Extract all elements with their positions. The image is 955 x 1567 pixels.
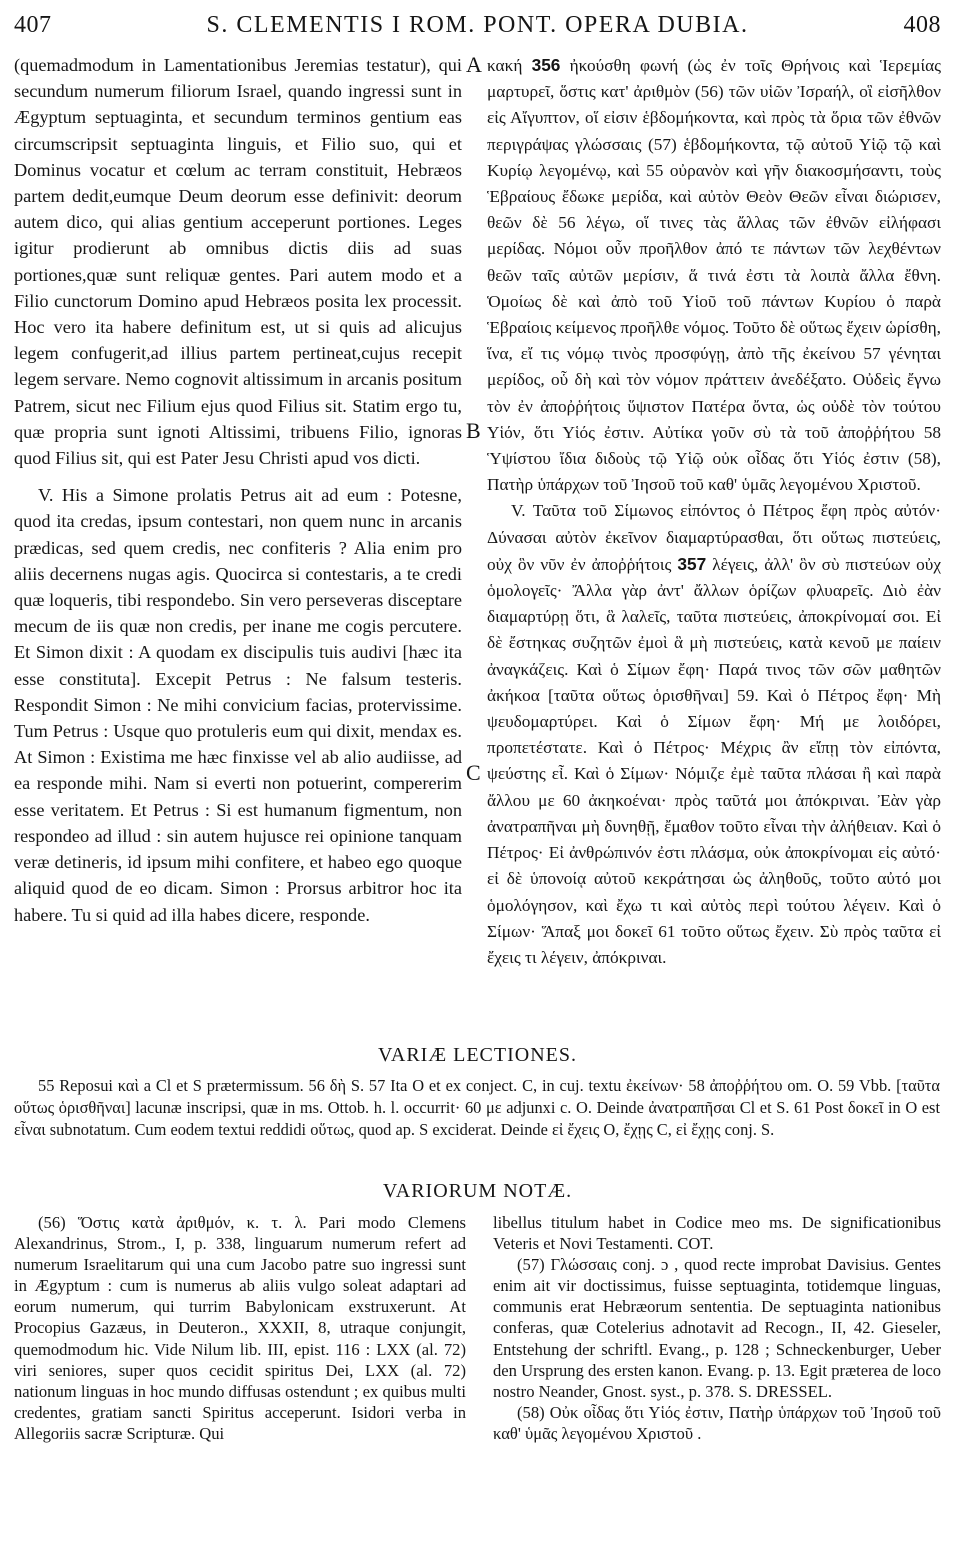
latin-paragraph-2: V. His a Simone prolatis Petrus ait ad eum : Potesne, quod ita credas, ipsum contestari, non quem nunc in arcanis prædicas, sed quem credis, nec confiteris ? Alia enim pro aliis decernens nugas agis. Quocirca si contestaris, a te credi quæ loqueris, tibi respondebo. Sin vero perseveras disceptare mecum de iis quæ non credis, per inane me cogis percutere. Et Simon dixit : A quodam ex discipulis tuis audivi [hæc ita esse constituta]. Excepit Petrus : Ne falsum testeris. Respondit Simon : Ne mihi convicium facias, protervissime. Tum Petrus : Usque quo protuleris eum qui dixit, mendax es. At Simon : Existima me hæc finxisse vel ab alio audiisse, ad ea responde mihi. Nam si everti non potuerint, compererim esse veritatem. Et Petrus : Si est humanum figmentum, non respondeo ad illud : sin autem hujusce rei opinione tanquam veræ detineris, id ipsum mihi confitere, et habeo ego quoque aliquid quod de eo dicam. Simon : Prorsus arbitror hoc ita habere. Tu si quid ad illa habes dicere, responde. xyxy=(14,485,462,925)
variae-lectiones xyxy=(14,1075,940,1187)
greek-paragraph-1 xyxy=(487,52,941,498)
greek-text: ἠκούσθη φωνή (ὡς ἐν τοῖς Θρήνοις καὶ Ἱερεμίας μαρτυρεῖ, ὅστις κατ' ἀριθμὸν (56) τῶν υἱῶν Ἰσραήλ, οἳ εἰσῆλθον εἰς Αἴγυπτον, οἵ εἰσιν ἑβδομήκοντα, καὶ πρὸς τὰ ὅρια τῶν ἐθνῶν περιγράψας γλώσσαις (57) ἑβδομήκοντα, τῷ αὐτοῦ Υἱῷ τῷ καὶ Κυρίῳ λεγομένῳ, καὶ 55 οὐρανὸν καὶ γῆν διακοσμήσαντι, τοὺς Ἑβραίους ἔδωκε μερίδα, καὶ αὐτὸν Θεὸν Θεῶν εἶναι διώρισεν, θεῶν δὲ 56 λέγω, οἵ τινες τὰς ἄλλας τῶν ἐθνῶν εἰλήφασι μερίδας. Νόμοι οὖν προῆλθον ἀπό τε πάντων τῶν λεχθέντων θεῶν ταῖς αὐτῶν μερίσιν, ἅ τινά ἐστι τὰ λοιπὰ ἄλλα ἔθνη. Ὁμοίως δὲ καὶ ἀπὸ τοῦ Υἱοῦ τοῦ πάντων Κυρίου ὁ παρὰ Ἑβραίοις κείμενος προῆλθε νόμος. Τοῦτο δὲ οὕτως ἔχειν ὡρίσθη, ἵνα, εἴ τις νόμῳ τινὸς προσφύγῃ, ἀπὸ τῆς ἐκείνου 57 γένηται μερίδος, οὗ δὴ καὶ τὸν νόμον πράττειν ἀνεδέξατο. Οὐδεὶς ἔγνω τὸν ἐν ἀποῤῥήτοις ὕψιστον Πατέρα ὄντα, ὡς οὐδὲ τὸν τούτου Υἱόν, ὅτι Υἱός ἐστιν. Αὐτίκα γοῦν σὺ τὰ τοῦ ἀποῤῥήτου 58 Ὑψίστου ἴδια διδοὺς τῷ Υἱῷ οὐκ οἶδας ὅτι Υἱός ἐστιν (58), Πατὴρ ὑπάρχων τοῦ Ἰησοῦ τοῦ καθ' ὑμᾶς λεγομένου Χριστοῦ. xyxy=(487,56,941,495)
greek-column xyxy=(487,52,941,1077)
note-57: (57) Γλώσσαις conj. ɔ , quod recte improbat Davisius. Gentes enim ait vir doctissimus, fuisse septuaginta, totidemque linguas, communis erat Hebræorum sententia. De septuaginta nationibus conferas, quæ Cotelerius adnotavit ad Recogn., II, 42. Gieseler, Entstehung der schriftl. Evang., p. 128 ; Schneckenburger, Ueber den Ursprung des ersten kanon. Evang. p. 13. Egit præterea de loco nostro Neander, Gnost. syst., p. 378. S. DRESSEL. xyxy=(493,1255,941,1401)
greek-text: V. Ταῦτα τοῦ Σίμωνος εἰπόντος ὁ Πέτρος ἔφη πρὸς αὐτόν· Δύνασαι αὐτὸν ἐκεῖνον διαμαρτύρασθαι, ὅτι οὕτως πιστεύεις, οὐχ ὃν νῦν ἐν ἀποῤῥήτοις xyxy=(487,501,941,574)
margin-letter-a: A xyxy=(466,52,482,77)
notes-left-column xyxy=(14,1212,466,1562)
running-header xyxy=(0,0,955,48)
note-56-continued: libellus titulum habet in Codice meo ms. De significationibus Veteris et Novi Testamenti. COT. xyxy=(493,1213,941,1254)
margin-letter-c: C xyxy=(466,760,481,785)
variae-heading: VARIÆ LECTIONES. xyxy=(378,1044,577,1066)
column-number-356: 356 xyxy=(531,55,561,75)
greek-text: λέγεις, ἀλλ' ὃν σὺ πιστεύων οὐχ ὁμολογεῖς· Ἄλλα γὰρ ἀντ' ἄλλων ὁρίζων φλυαρεῖς. Διὸ ἐὰν διαμαρτύρῃ ὅτι, ἃ λαλεῖς, ταῦτα πιστεύεις, ἀποκρίνομαί σοι. Εἰ δὲ ἔστηκας συζητῶν ἐμοὶ ἃ μὴ πιστεύεις, κατὰ κενοῦ με παίειν ἀναγκάζεις. Καὶ ὁ Σίμων ἔφη· Παρά τινος τῶν σῶν μαθητῶν ἀκήκοα [ταῦτα οὕτως ὁρισθῆναι] 59. Καὶ ὁ Πέτρος ἔφη· Μὴ ψευδομαρτύρει. Καὶ ὁ Σίμων ἔφη· Μή με λοιδόρει, προπετέστατε. Καὶ ὁ Πέτρος· Μέχρις ἂν εἴπῃ τὸν εἰπόντα, ψεύστης εἶ. Καὶ ὁ Σίμων· Νόμιζε ἐμὲ ταῦτα πλάσαι ἢ καὶ παρὰ ἄλλου με 60 ἀκηκοέναι· πρὸς ταῦτά μοι ἀπόκριναι. Ἐὰν γὰρ ἀνατραπῆναι μὴ δυνηθῇ, ἔμαθον τοῦτο εἶναι τὴν ἀλήθειαν. Καὶ ὁ Πέτρος· Εἰ ἀνθρώπινόν ἐστι πλάσμα, οὐκ ἀποκρίνομαι εἰς αὐτό· εἰ δὲ ὑπονοίᾳ αὐτοῦ κεκράτησαι ὡς ἀληθοῦς, τοῦτο αὐτό μοι ὁμολόγησον, καὶ ἔχω τι καὶ αὐτὸς περὶ τούτου λέγειν. Καὶ ὁ Σίμων· Ἅπαξ μοι δοκεῖ 61 τοῦτο οὕτως ἔχειν. Σὺ πρὸς ταῦτα εἰ ἔχεις τι λέγειν, ἀπόκριναι. xyxy=(487,554,941,967)
latin-paragraph-1: (quemadmodum in Lamentationibus Jeremias testatur), qui secundum numerum filiorum Israel, quando ingressi sunt in Ægyptum septuaginta, et secundum terminos gentium eas circumscripsit septuaginta linguis, et Filio suo, qui et Dominus vocatur et cœlum ac terram constituit, Hebræos partem dedit,eumque Deum deorum esse definivit: deorum autem dico, qui alias gentium acceperunt portiones. Leges igitur prodierunt ab omnibus dictis diis ad suas portiones,quæ sunt reliquæ gentes. Pari autem modo et a Filio cunctorum Domino apud Hebræos posita lex processit. Hoc vero ita habere definitum est, ut si quis ad alicujus legem confugerit,ad illius partem pertineat,cujus recepit legem servare. Nemo cognovit altissimum in arcanis positum Patrem, sicut nec Filium ejus quod Filius sit. Statim ergo tu, quæ propria sunt ignoti Altissimi, tribuens Filio, ignoras quod Filius sit, qui est Pater Jesu Christi apud vos dicti. xyxy=(14,55,462,469)
notae-heading: VARIORUM NOTÆ. xyxy=(382,1180,573,1202)
column-number-357: 357 xyxy=(677,553,707,574)
margin-letter-b: B xyxy=(466,418,481,443)
variae-text: 55 Reposui καὶ a Cl et S prætermissum. 56 δὴ S. 57 Ita O et ex conject. C, in cuj. textu ἐκείνων· 58 ἀποῤῥήτου om. O. 59 Vbb. [ταῦτα οὕτως ὁρισθῆναι] lacunæ inscripsi, quæ in ms. Ottob. h. l. occurrit· 60 με adjunxi c. O. Deinde ἀνατραπῆσαι Cl et S. 61 Post δοκεῖ in O est εἶναι subnotatum. Cum eodem textui reddidi οὕτως, quod ap. S exciderat. Deinde εἰ ἔχεις O, ἔχῃς C, εἰ ἔχῃς conj. S. xyxy=(14,1076,940,1139)
greek-paragraph-2 xyxy=(487,498,941,971)
note-56: (56) Ὅστις κατὰ ἀριθμόν, κ. τ. λ. Pari modo Clemens Alexandrinus, Strom., I, p. 338, linguarum numerum refert ad numerum Israelitarum qui una cum Jacobo patre suo ingressi sunt in Ægyptum : cum is numerus ab aliis vulgo soleat adaptari ad eorum numerum, qui turrim Babylonicam exstruxerunt. At Procopius Gazæus, in Deuteron., XXXII, 8, utraque conjungit, quemodmodum hic. Vide Nilum lib. III, epist. 116 : LXX (al. 72) viri seniores, super quos cecidit spiritus Dei, LXX (al. 72) nationum linguas in hoc mundo diffusas ostendunt ; ex quibus multi credentes, gratiam sancti Spiritus acceperunt. Isidori verba in Allegoriis sacræ Scripturæ. Qui xyxy=(14,1213,466,1443)
page-number-left: 407 xyxy=(14,12,52,38)
paragraph-gap xyxy=(14,471,462,482)
running-title: S. CLEMENTIS I ROM. PONT. OPERA DUBIA. xyxy=(206,12,749,38)
greek-text: κακή xyxy=(487,56,523,75)
page-number-right: 408 xyxy=(903,12,941,38)
note-58: (58) Οὐκ οἶδας ὅτι Υἱός ἐστιν, Πατὴρ ὑπάρχων τοῦ Ἰησοῦ τοῦ καθ' ὑμᾶς λεγομένου Χριστοῦ . xyxy=(493,1402,941,1443)
latin-column xyxy=(14,52,462,1077)
notes-right-column xyxy=(493,1212,941,1562)
